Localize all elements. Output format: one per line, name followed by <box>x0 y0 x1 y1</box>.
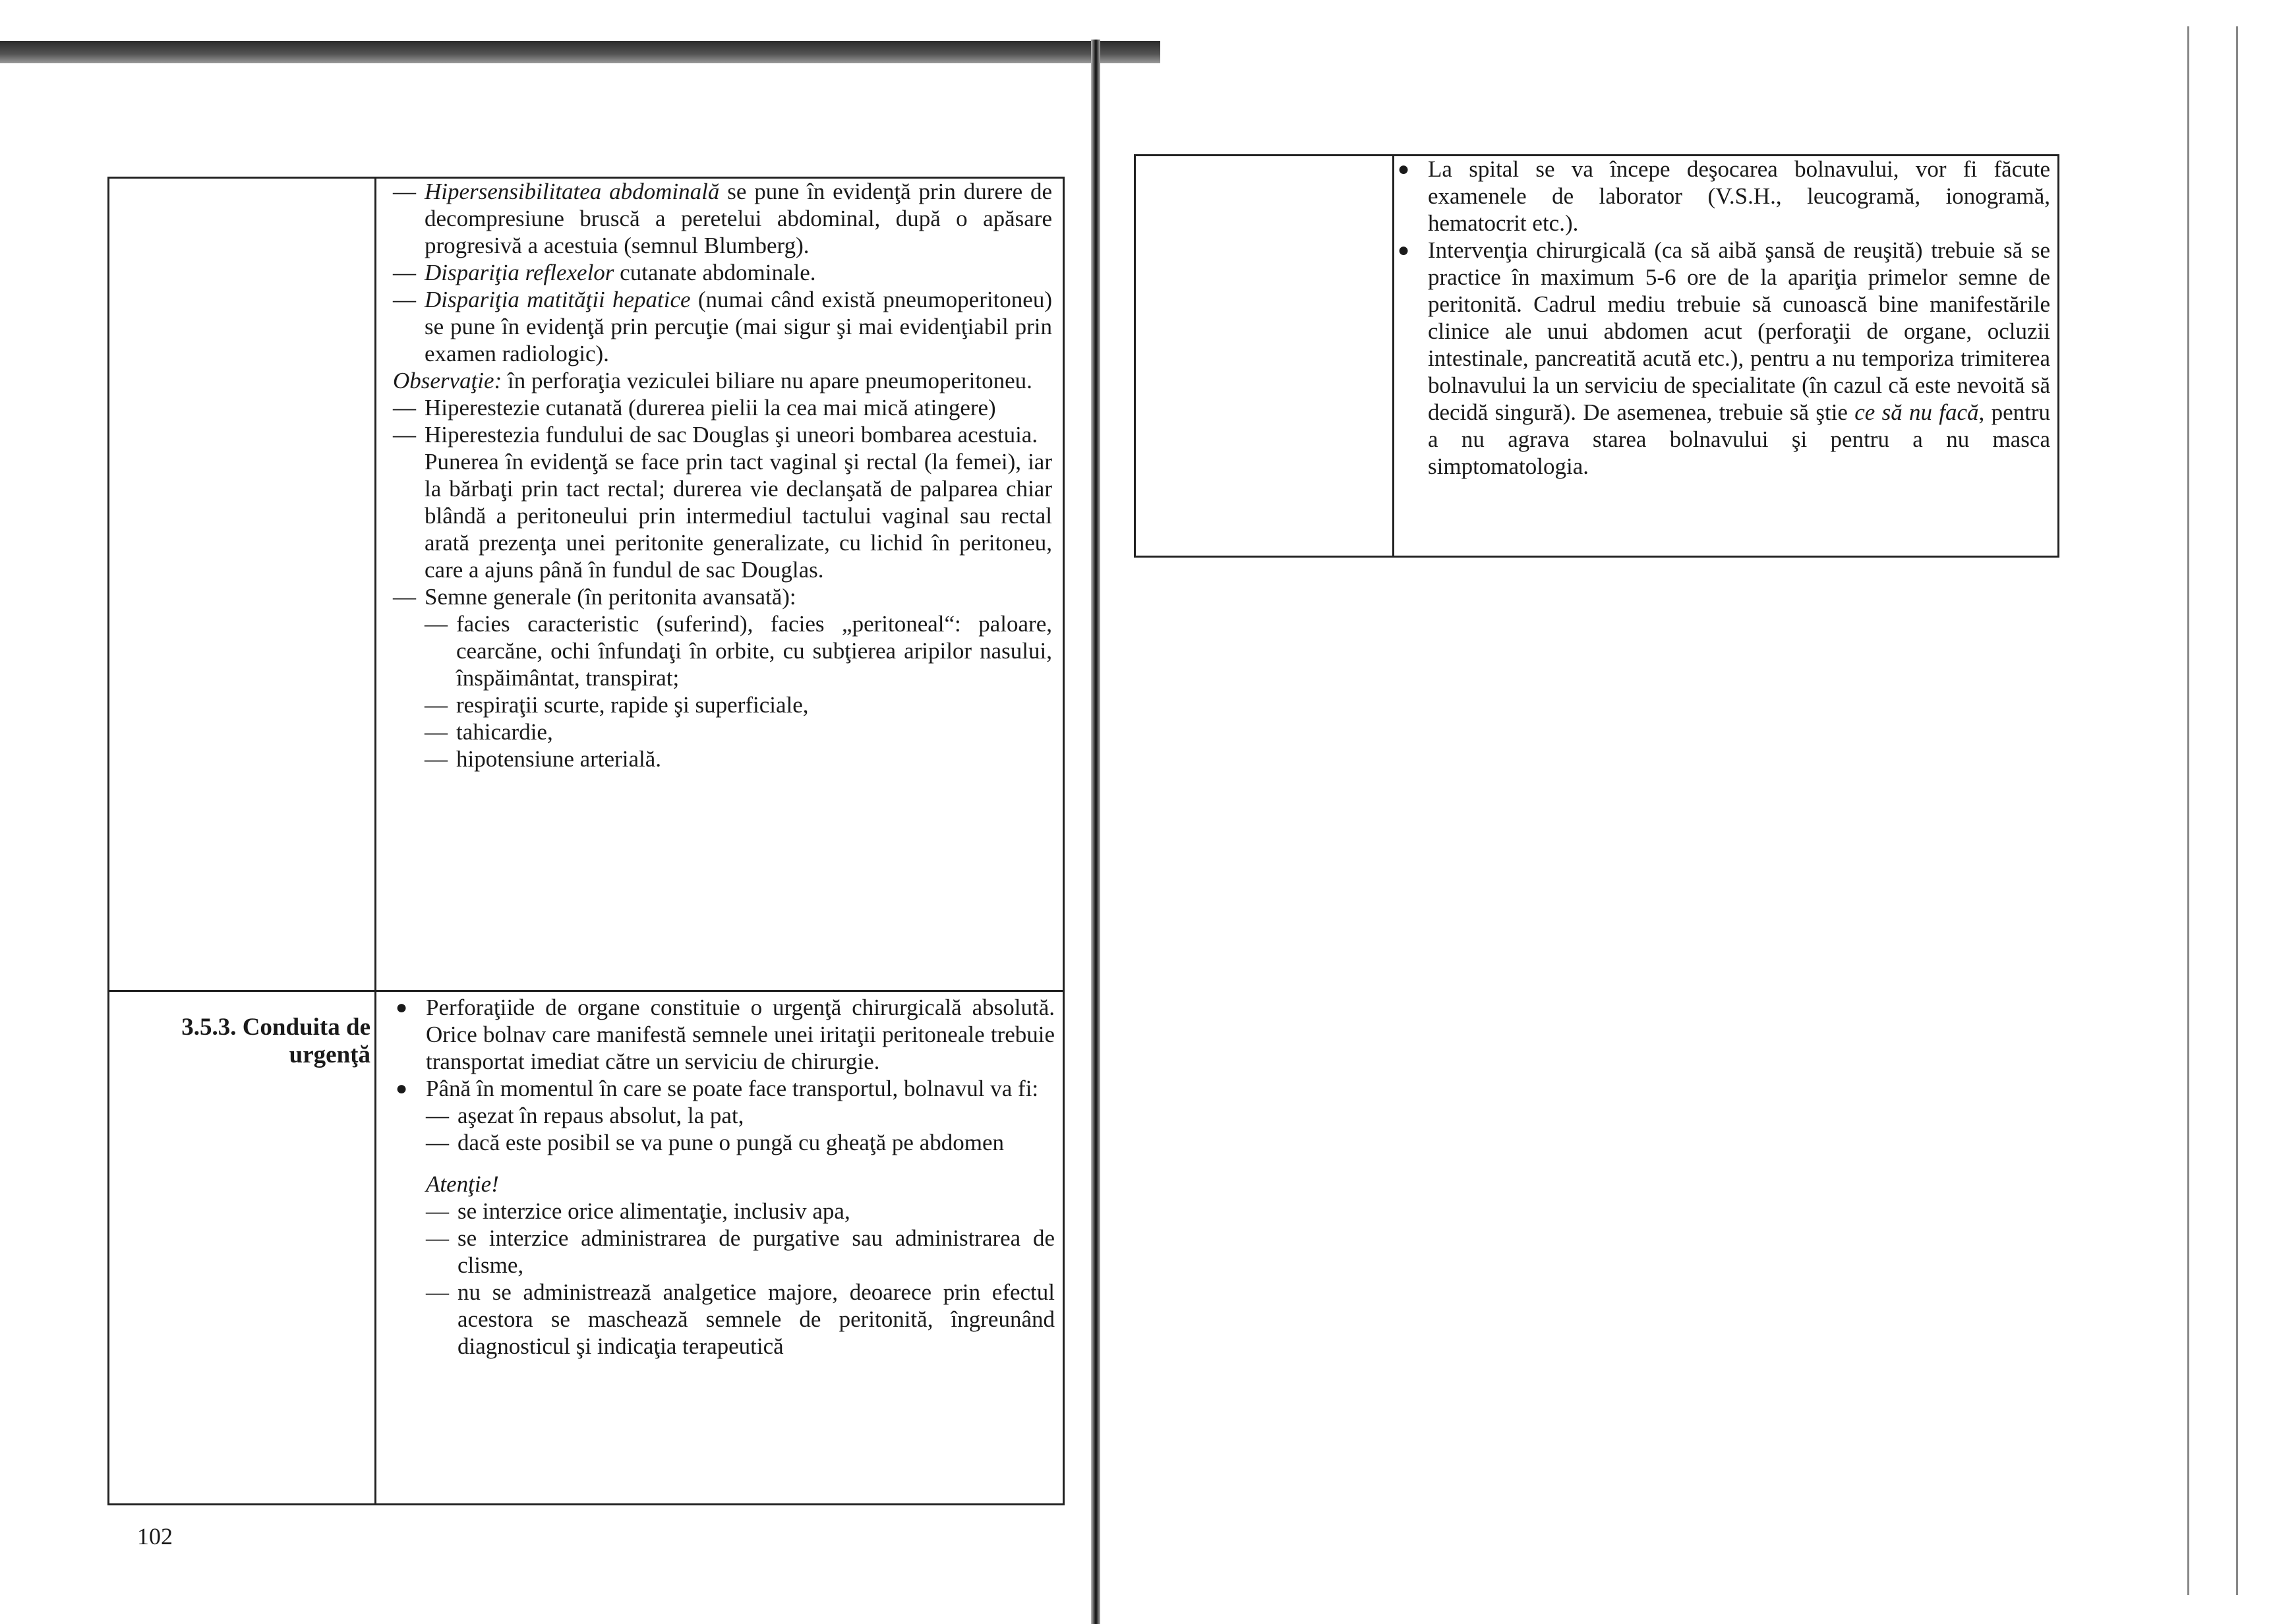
italic-text: Hipersensibilitatea abdominală <box>425 179 720 204</box>
text: tahicardie, <box>456 719 553 745</box>
dash-item <box>393 745 1052 772</box>
dash-item <box>393 259 1052 286</box>
spacer <box>396 1156 1055 1171</box>
item-text <box>425 286 1052 367</box>
dash-item <box>393 718 1052 745</box>
italic-text: Observaţie: <box>393 368 502 393</box>
page-edge-line <box>2187 26 2189 1595</box>
item-text <box>456 718 1052 745</box>
item-text <box>1428 237 2050 480</box>
text: Hiperestezia fundului de sac Douglas şi uneori bombarea acestuia. <box>425 422 1038 448</box>
right-table-column-divider <box>1392 154 1394 558</box>
text: hipotensiune arterială. <box>456 746 661 772</box>
dash-icon: — <box>426 1198 449 1224</box>
dash-item <box>393 691 1052 718</box>
item-text <box>456 745 1052 772</box>
bullet-item <box>1398 156 2050 237</box>
dash-icon: — <box>426 1225 449 1251</box>
text: Punerea în evidenţă se face prin tact vaginal şi rectal (la femei), iar la bărbaţi prin tact rectal; durerea vie declanşată de palparea chiar blândă a peritoneului prin intermediul tactului vaginal sau rectal arată prezenţa unei peritonite generalizate, cu lichid în peritoneu, care a ajuns până în fundul de sac Douglas. <box>425 449 1052 583</box>
bullet-item <box>396 1075 1055 1102</box>
text: dacă este posibil se va pune o pungă cu gheaţă pe abdomen <box>458 1130 1005 1155</box>
dash-icon: — <box>393 179 416 204</box>
item-text <box>425 421 1052 448</box>
item-text <box>426 1075 1055 1102</box>
text: Intervenţia chirurgicală (ca să aibă şansă de reuşită) trebuie să se practice în maximum 5-6 ore de la apariţia primelor semne de peritonită. Cadrul mediu trebuie să cunoască bine manifestările clinice ale unui abdomen acut (perforaţii de organe, ocluzii intestinale, pancreatită acută etc.), pentru a nu temporiza trimiterea bolnavului la un serviciu de specialitate (în cazul că este nevoită să decidă singură). De asemenea, trebuie să ştie <box>1428 237 2050 425</box>
dash-icon: — <box>425 611 448 637</box>
item-text <box>458 1198 1055 1225</box>
dash-icon: — <box>393 287 416 312</box>
bullet-icon: ● <box>1398 158 1410 180</box>
text: La spital se va începe deşocarea bolnavului, vor fi făcute examenele de laborator (V.S.H., leucogramă, ionogramă, hematocrit etc.). <box>1428 156 2050 236</box>
item-text <box>458 1279 1055 1360</box>
dash-item <box>396 1102 1055 1129</box>
text: cutanate abdominale. <box>614 260 816 285</box>
left-table-row1-content <box>393 178 1052 772</box>
item-text <box>456 610 1052 691</box>
text: Perforaţiide de organe constituie o urgenţă chirurgicală absolută. Orice bolnav care manifestă semnele unei iritaţii peritoneale trebuie transportat imediat către un serviciu de chirurgie. <box>426 995 1055 1074</box>
dash-icon: — <box>426 1130 449 1155</box>
text: facies caracteristic (suferind), facies „peritoneal“: paloare, cearcăne, ochi înfundaţi în orbite, cu subţierea aripilor nasului, înspăimântat, transpirat; <box>456 611 1052 691</box>
italic-text: Atenţie! <box>426 1171 499 1197</box>
section-heading: 3.5.3. Conduita de urgenţă <box>181 1014 370 1068</box>
dash-icon: — <box>426 1103 449 1128</box>
page-edge-line <box>2236 26 2238 1595</box>
item-text <box>1428 156 2050 237</box>
dash-item <box>393 583 1052 610</box>
text: se pune în evidenţă prin durere de decompresiune bruscă a peretelui abdominal, după o apăsare progresivă a acestuia (semnul Blumberg). <box>425 179 1052 258</box>
text: Până în momentul în care se poate face transportul, bolnavul va fi: <box>426 1076 1039 1101</box>
text: se interzice administrarea de purgative sau administrarea de clisme, <box>458 1225 1055 1278</box>
text: în perforaţia veziculei biliare nu apare pneumoperitoneu. <box>502 368 1032 393</box>
item-text <box>458 1129 1055 1156</box>
book-gutter <box>1091 40 1100 1624</box>
italic-text: Dispariţia matităţii hepatice <box>425 287 691 312</box>
text: respiraţii scurte, rapide şi superficiale, <box>456 692 809 718</box>
paragraph <box>393 448 1052 583</box>
dash-item <box>393 610 1052 691</box>
dash-item <box>393 178 1052 259</box>
bullet-icon: ● <box>396 1078 408 1099</box>
text: se interzice orice alimentaţie, inclusiv apa, <box>458 1198 850 1224</box>
dash-icon: — <box>393 260 416 285</box>
dash-icon: — <box>425 692 448 718</box>
left-table-column-divider <box>374 177 376 1505</box>
scan-shadow-bar <box>0 41 1160 63</box>
item-text <box>456 691 1052 718</box>
dash-item <box>393 421 1052 448</box>
right-table-row1-content <box>1398 156 2050 480</box>
dash-item <box>396 1279 1055 1360</box>
dash-item <box>393 394 1052 421</box>
paragraph <box>396 1171 1055 1198</box>
text: , pentru a nu agrava starea bolnavului şi pentru a nu masca simptomatologia. <box>1428 399 2050 479</box>
item-text <box>426 994 1055 1075</box>
dash-icon: — <box>425 746 448 772</box>
item-text <box>425 178 1052 259</box>
italic-text: ce să nu facă <box>1854 399 1979 425</box>
dash-icon: — <box>393 422 416 448</box>
page-number: 102 <box>137 1523 173 1550</box>
dash-icon: — <box>426 1279 449 1305</box>
left-table-row2-content <box>396 994 1055 1360</box>
text: Hiperestezie cutanată (durerea pielii la cea mai mică atingere) <box>425 395 996 420</box>
dash-icon: — <box>393 395 416 420</box>
bullet-icon: ● <box>1398 239 1410 261</box>
item-text <box>425 583 1052 610</box>
text: Semne generale (în peritonita avansată): <box>425 584 796 610</box>
item-text <box>425 394 1052 421</box>
item-text <box>425 259 1052 286</box>
text: aşezat în repaus absolut, la pat, <box>458 1103 744 1128</box>
dash-icon: — <box>393 584 416 610</box>
left-table-row-divider <box>107 990 1065 992</box>
dash-icon: — <box>425 719 448 745</box>
paragraph <box>393 367 1052 394</box>
bullet-icon: ● <box>396 997 408 1018</box>
italic-text: Dispariţia reflexelor <box>425 260 614 285</box>
text: nu se administrează analgetice majore, deoarece prin efectul acestora se maschează semnele de peritonită, îngreunând diagnosticul şi indicaţia terapeutică <box>458 1279 1055 1359</box>
bullet-item <box>396 994 1055 1075</box>
item-text <box>458 1102 1055 1129</box>
dash-item <box>396 1129 1055 1156</box>
text: (numai când există pneumoperitoneu) se pune în evidenţă prin percuţie (mai sigur şi mai evidenţiabil prin examen radiologic). <box>425 287 1052 366</box>
bullet-item <box>1398 237 2050 480</box>
dash-item <box>393 286 1052 367</box>
item-text <box>458 1225 1055 1279</box>
dash-item <box>396 1225 1055 1279</box>
dash-item <box>396 1198 1055 1225</box>
